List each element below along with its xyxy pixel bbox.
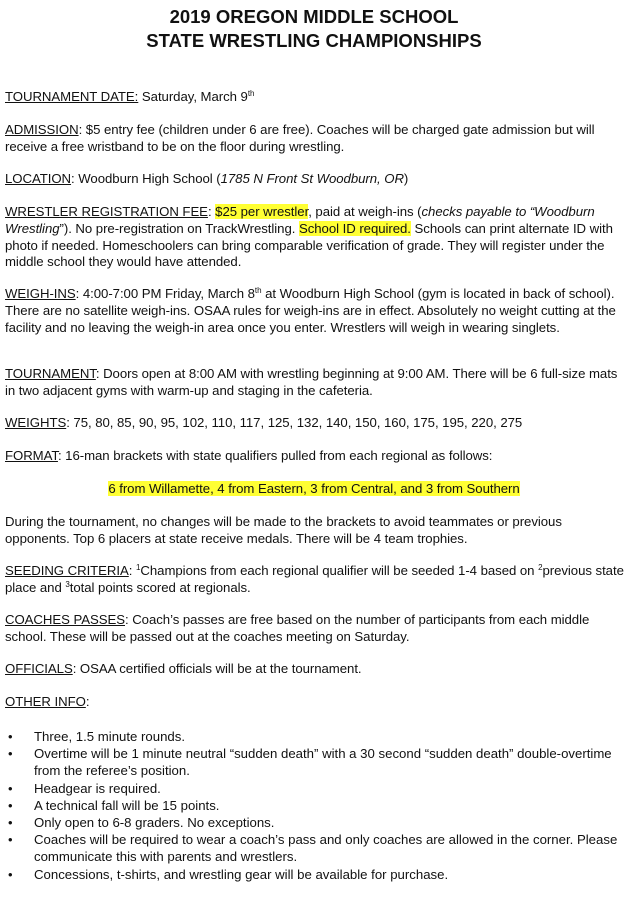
- bullet-icon: •: [8, 797, 13, 813]
- bullet-icon: •: [8, 746, 13, 762]
- seeding-label: SEEDING CRITERIA: [5, 563, 129, 578]
- location-section: [5, 171, 625, 188]
- bullet-icon: •: [8, 815, 13, 831]
- admission-section: [5, 122, 625, 156]
- seeding-sup-1: 1: [136, 563, 141, 572]
- other-info-label: OTHER INFO: [5, 694, 86, 709]
- list-item: [0, 831, 624, 865]
- weigh-ins-sup: th: [254, 286, 262, 295]
- location-label: LOCATION: [5, 171, 72, 186]
- tournament-section: [5, 366, 625, 400]
- list-item: [0, 780, 624, 797]
- admission-text: : $5 entry fee (children under 6 are free). Coaches will be charged gate admission but will receive a free wristband to be on the floor during wrestling.: [5, 122, 595, 154]
- seeding-sup-2: 2: [538, 563, 543, 572]
- coaches-passes-section: [5, 612, 625, 646]
- list-item-text: Concessions, t-shirts, and wrestling gear will be available for purchase.: [34, 866, 449, 882]
- location-text-before: : Woodburn High School (: [71, 171, 221, 186]
- weights-section: [5, 415, 625, 432]
- registration-checks: checks payable to “Woodburn Wrestling: [5, 204, 595, 236]
- list-item-text: Only open to 6-8 graders. No exceptions.: [34, 815, 275, 831]
- other-info-colon: :: [85, 694, 90, 709]
- officials-section: [5, 661, 625, 678]
- location-address: 1785 N Front St Woodburn, OR: [220, 171, 404, 186]
- registration-id-highlight: School ID required.: [298, 220, 411, 236]
- format-section: [5, 448, 625, 465]
- seeding-section: [5, 563, 625, 597]
- list-item-text: Coaches will be required to wear a coach’s pass and only coaches are allowed in the corner. Please communicate this with parents and wrestlers.: [34, 832, 618, 865]
- tournament-label: TOURNAMENT: [5, 366, 96, 381]
- weigh-ins-text-2: at Woodburn High School (gym is located in back of school). There are no satellite weigh-ins. OSAA rules for weigh-ins are in effect. Absolutely no weight cutting at the facility and no leaving the weigh-in area once you enter. Wrestlers will weigh in wearing singlets.: [5, 286, 616, 335]
- format-allocation: [0, 481, 628, 498]
- list-item: [0, 814, 624, 831]
- weigh-ins-text-1: : 4:00-7:00 PM Friday, March 8: [75, 286, 255, 301]
- registration-colon: :: [207, 204, 216, 219]
- bullet-icon: •: [8, 832, 13, 848]
- weights-text: : 75, 80, 85, 90, 95, 102, 110, 117, 125, 132, 140, 150, 160, 175, 195, 220, 275: [66, 415, 523, 430]
- location-text-after: ): [403, 171, 409, 186]
- title-line-2: STATE WRESTLING CHAMPIONSHIPS: [146, 30, 482, 51]
- title-line-1: 2019 OREGON MIDDLE SCHOOL: [169, 6, 459, 27]
- tournament-date-section: [5, 89, 625, 106]
- seeding-text-1: Champions from each regional qualifier will be seeded 1-4 based on: [140, 563, 539, 578]
- list-item: [0, 866, 624, 883]
- list-item: [0, 728, 624, 745]
- coaches-passes-label: COACHES PASSES: [5, 612, 125, 627]
- admission-label: ADMISSION: [5, 122, 79, 137]
- tournament-date-text: Saturday, March 9: [138, 89, 248, 104]
- registration-text-2: ”). No pre-registration on TrackWrestling.: [59, 220, 299, 236]
- list-item-text: Headgear is required.: [34, 780, 161, 796]
- registration-section: [5, 204, 625, 271]
- other-info-heading: [5, 694, 625, 711]
- tournament-text: : Doors open at 8:00 AM with wrestling beginning at 9:00 AM. There will be 6 full-size mats in two adjacent gyms with warm-up and staging in the cafeteria.: [5, 366, 618, 398]
- seeding-text-3: total points scored at regionals.: [69, 579, 251, 595]
- list-item-text: A technical fall will be 15 points.: [34, 797, 220, 813]
- list-item: [0, 797, 624, 814]
- list-item-text: Overtime will be 1 minute neutral “sudden death” with a 30 second “sudden death” double-overtime from the referee’s position.: [34, 746, 612, 779]
- format-text: : 16-man brackets with state qualifiers pulled from each regional as follows:: [57, 448, 493, 463]
- registration-fee-highlight: $25 per wrestler: [215, 204, 309, 219]
- bullet-icon: •: [8, 729, 13, 744]
- format-label: FORMAT: [5, 448, 58, 463]
- registration-label: WRESTLER REGISTRATION FEE: [5, 204, 208, 219]
- weigh-ins-section: [5, 286, 625, 336]
- officials-label: OFFICIALS: [5, 661, 73, 676]
- bullet-icon: •: [8, 780, 13, 796]
- list-item-text: Three, 1.5 minute rounds.: [34, 729, 186, 744]
- seeding-text-2: previous state place and: [5, 563, 624, 595]
- coaches-passes-text: : Coach’s passes are free based on the number of participants from each middle school. These will be passed out at the coaches meeting on Saturday.: [5, 612, 590, 644]
- registration-text-3: Schools can print alternate ID with photo if needed. Homeschoolers can bring comparable verification of grade. They will register under the middle school they would have attended.: [5, 220, 613, 270]
- seeding-sup-3: 3: [65, 579, 70, 589]
- format-allocation-highlight: 6 from Willamette, 4 from Eastern, 3 from Central, and 3 from Southern: [108, 481, 520, 496]
- other-info-list: [0, 728, 628, 883]
- list-item: [0, 745, 624, 779]
- bullet-icon: •: [8, 866, 13, 882]
- format-note: During the tournament, no changes will be made to the brackets to avoid teammates or previous opponents. Top 6 placers at state receive medals. There will be 4 team trophies.: [5, 514, 562, 546]
- weights-label: WEIGHTS: [5, 415, 67, 430]
- tournament-date-sup: th: [247, 89, 255, 98]
- seeding-colon: :: [128, 563, 137, 578]
- registration-text-1: , paid at weigh-ins (: [308, 204, 422, 219]
- officials-text: : OSAA certified officials will be at the tournament.: [72, 661, 362, 676]
- weigh-ins-label: WEIGH-INS: [5, 286, 76, 301]
- tournament-date-label: TOURNAMENT DATE:: [5, 89, 139, 104]
